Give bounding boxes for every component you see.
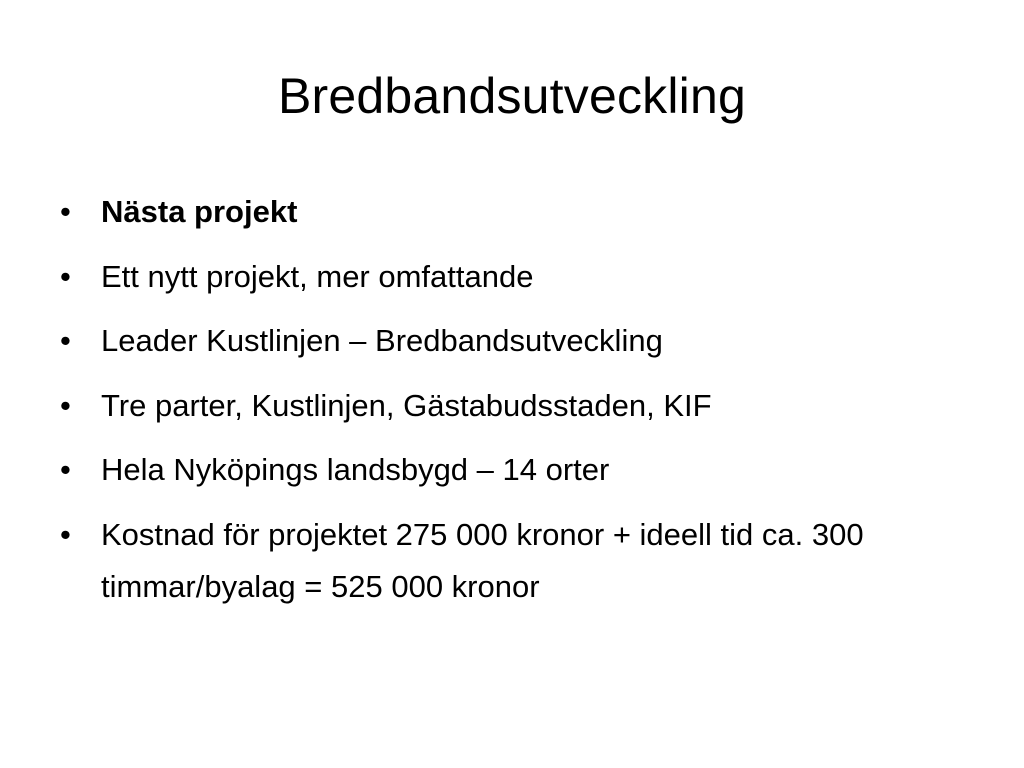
bullet-icon: • [60,323,71,358]
bullet-icon: • [60,452,71,487]
bullet-text: Nästa projekt [101,194,298,229]
bullet-text: Leader Kustlinjen – Bredbandsutveckling [101,323,663,358]
slide-title: Bredbandsutveckling [278,68,746,124]
bullet-item [60,509,960,613]
bullet-text: Tre parter, Kustlinjen, Gästabudsstaden, KIF [101,387,712,423]
bullet-icon: • [60,516,71,552]
bullet-icon: • [60,194,71,229]
bullet-text: Kostnad för projektet 275 000 kronor + ideell tid ca. 300 timmar/byalag = 525 000 kronor [101,516,864,604]
bullet-icon: • [60,387,71,423]
bullet-item [60,190,960,234]
bullet-item [60,255,960,299]
bullet-text: Hela Nyköpings landsbygd – 14 orter [101,452,610,487]
bullet-icon: • [60,258,71,294]
bullet-item [60,384,960,428]
bullet-text: Ett nytt projekt, mer omfattande [101,258,534,294]
bullet-list [60,190,960,633]
bullet-item [60,319,960,363]
bullet-item [60,448,960,492]
